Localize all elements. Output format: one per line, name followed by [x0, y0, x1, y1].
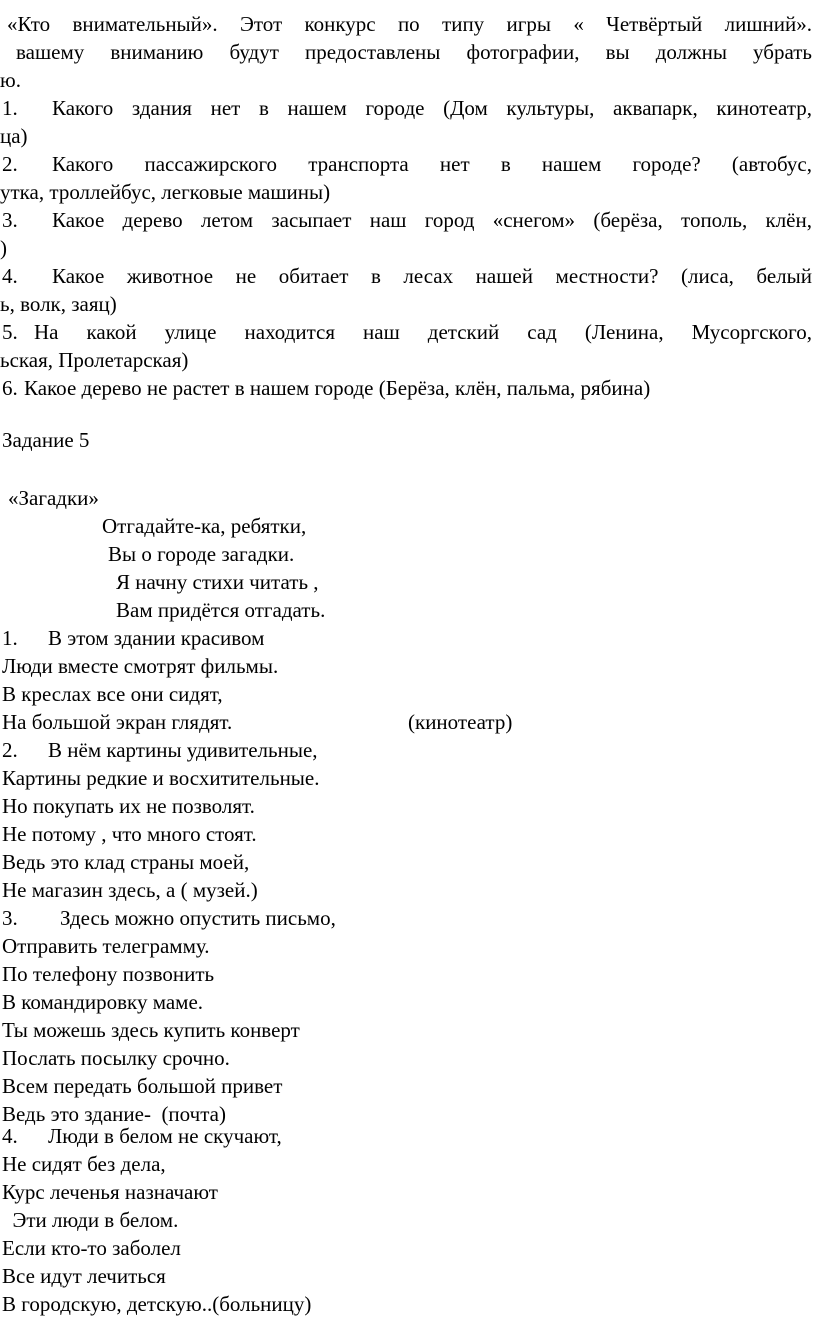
riddle-3-line: По телефону позвонить: [2, 962, 215, 986]
riddles-title: «Загадки»: [8, 486, 99, 510]
riddle-3-line: Отправить телеграмму.: [2, 934, 210, 958]
question-5-number: 5.: [2, 320, 18, 344]
question-2-number: 2.: [2, 152, 18, 176]
question-3-continuation: ): [0, 236, 7, 260]
question-4-number: 4.: [2, 264, 18, 288]
poem-line-3: Я начну стихи читать ,: [116, 570, 319, 594]
riddle-1-first-line: В этом здании красивом: [48, 626, 265, 650]
question-5-continuation: ьская, Пролетарская): [0, 348, 189, 372]
intro-line-3: ю.: [0, 68, 21, 92]
riddle-1-line: На большой экран глядят.: [2, 710, 233, 734]
question-2-continuation: утка, троллейбус, легковые машины): [0, 180, 331, 204]
question-4-continuation: ь, волк, заяц): [0, 292, 117, 316]
riddle-4-line: Все идут лечиться: [2, 1264, 166, 1288]
riddle-3-first-line: Здесь можно опустить письмо,: [60, 906, 336, 930]
riddle-2-line: Ведь это клад страны моей,: [2, 850, 250, 874]
poem-line-1: Отгадайте-ка, ребятки,: [102, 514, 307, 538]
riddle-4-number: 4.: [2, 1124, 18, 1148]
question-2-text: Какого пассажирского транспорта нет в нашем городе? (автобус,: [52, 152, 812, 176]
intro-line-2: вашему вниманию будут предоставлены фотографии, вы должны убрать: [16, 40, 812, 64]
question-4-text: Какое животное не обитает в лесах нашей местности? (лиса, белый: [52, 264, 812, 288]
riddle-2-line: Картины редкие и восхитительные.: [2, 766, 320, 790]
riddle-2-number: 2.: [2, 738, 18, 762]
question-3-text: Какое дерево летом засыпает наш город «снегом» (берёза, тополь, клён,: [52, 208, 812, 232]
riddle-4-line: Эти люди в белом.: [2, 1208, 179, 1232]
riddle-3-line: В командировку маме.: [2, 990, 204, 1014]
task-heading: Задание 5: [2, 428, 90, 452]
riddle-2-line: Но покупать их не позволят.: [2, 794, 255, 818]
question-6-text: Какое дерево не растет в нашем городе (Берёза, клён, пальма, рябина): [24, 376, 651, 400]
riddle-1-line: Люди вместе смотрят фильмы.: [2, 654, 279, 678]
question-1-text: Какого здания нет в нашем городе (Дом культуры, аквапарк, кинотеатр,: [52, 96, 812, 120]
riddle-1-number: 1.: [2, 626, 18, 650]
riddle-3-line: Послать посылку срочно.: [2, 1046, 230, 1070]
riddle-3-line: Всем передать большой привет: [2, 1074, 283, 1098]
riddle-4-line: В городскую, детскую..(больницу): [2, 1292, 312, 1316]
riddle-1-line: В креслах все они сидят,: [2, 682, 223, 706]
riddle-4-line: Курс леченья назначают: [2, 1180, 218, 1204]
question-5-text: На какой улице находится наш детский сад (Ленина, Мусоргского,: [34, 320, 812, 344]
question-1-number: 1.: [2, 96, 18, 120]
poem-line-4: Вам придётся отгадать.: [116, 598, 326, 622]
riddle-2-line: Не магазин здесь, а ( музей.): [2, 878, 258, 902]
riddle-2-line: Не потому , что много стоят.: [2, 822, 257, 846]
riddle-3-number: 3.: [2, 906, 18, 930]
question-1-continuation: ца): [0, 124, 28, 148]
riddle-4-first-line: Люди в белом не скучают,: [48, 1124, 282, 1148]
riddle-1-answer: (кинотеатр): [408, 710, 513, 734]
riddle-3-line: Ведь это здание- (почта): [2, 1102, 226, 1126]
riddle-2-first-line: В нём картины удивительные,: [48, 738, 318, 762]
riddle-4-line: Не сидят без дела,: [2, 1152, 166, 1176]
riddle-4-line: Если кто-то заболел: [2, 1236, 181, 1260]
poem-line-2: Вы о городе загадки.: [108, 542, 295, 566]
question-3-number: 3.: [2, 208, 18, 232]
question-6-number: 6.: [2, 376, 18, 400]
intro-line-1: «Кто внимательный». Этот конкурс по типу игры « Четвёртый лишний».: [7, 12, 812, 36]
riddle-3-line: Ты можешь здесь купить конверт: [2, 1018, 300, 1042]
